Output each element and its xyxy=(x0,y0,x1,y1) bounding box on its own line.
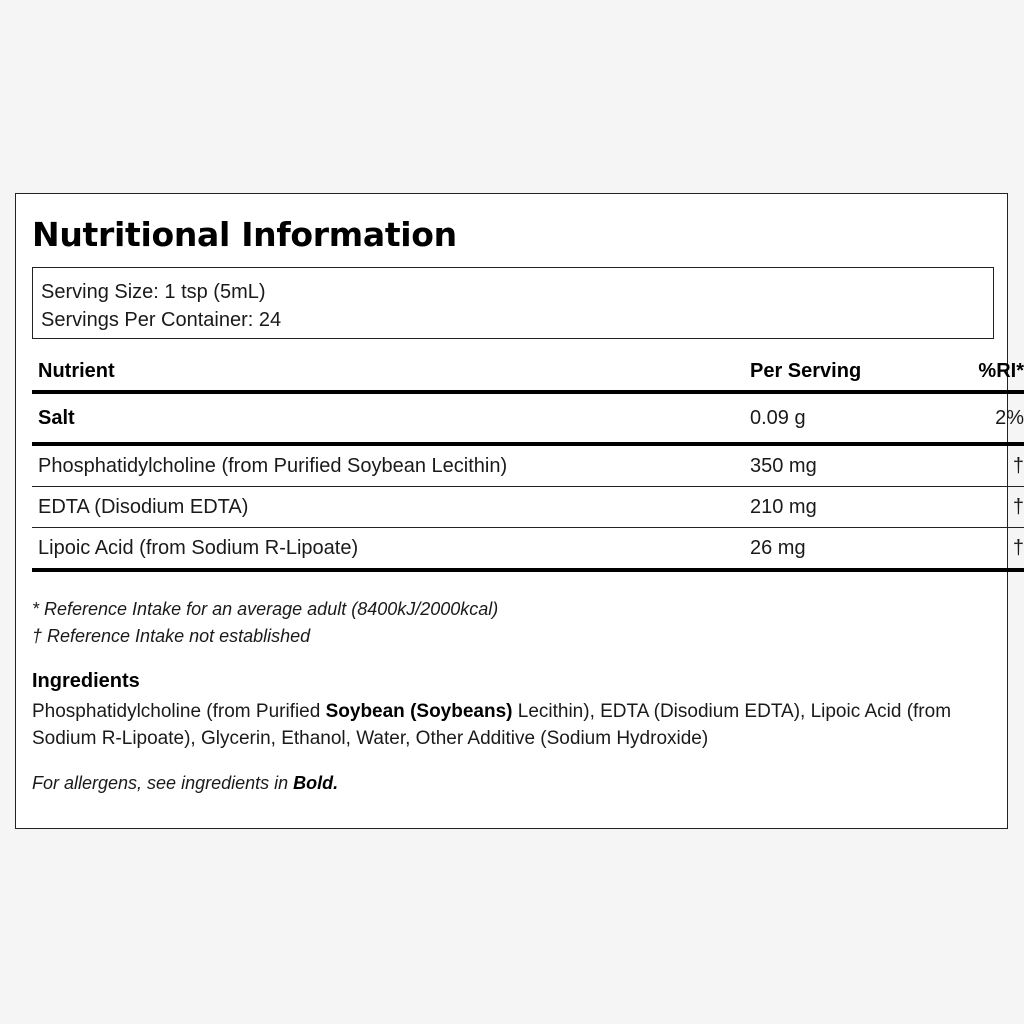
ingredients-text-before: Phosphatidylcholine (from Purified xyxy=(32,701,326,722)
footnotes xyxy=(32,596,498,650)
label-title: Nutritional Information xyxy=(32,215,457,254)
nutrient-name: Salt xyxy=(32,392,744,444)
nutrient-amount: 0.09 g xyxy=(744,392,911,444)
footnote-not-established: † Reference Intake not established xyxy=(32,626,311,646)
ingredients-list xyxy=(32,698,992,752)
ingredients-heading: Ingredients xyxy=(32,670,140,692)
header-ri: %RI* xyxy=(911,352,1024,392)
nutrient-table xyxy=(32,352,1024,572)
nutrient-ri: † xyxy=(911,444,1024,487)
servings-per-container: Servings Per Container: 24 xyxy=(41,309,282,331)
nutrient-ri: † xyxy=(911,487,1024,528)
nutrition-label xyxy=(15,193,1024,829)
table-header-row xyxy=(32,352,1024,392)
table-row xyxy=(32,392,1024,444)
ingredients-text-after: Lecithin), EDTA (Disodium EDTA), Lipoic Acid (from Sodium R-Lipoate), Glycerin, Ethanol, Water, Other Additive (Sodium Hydroxide) xyxy=(32,701,952,749)
nutrient-amount: 210 mg xyxy=(744,487,911,528)
allergen-note xyxy=(32,770,338,797)
table-row xyxy=(32,444,1024,487)
nutrient-amount: 26 mg xyxy=(744,528,911,571)
nutrient-ri: 2% xyxy=(911,392,1024,444)
nutrient-name: Phosphatidylcholine (from Purified Soybean Lecithin) xyxy=(32,444,744,487)
nutrient-amount: 350 mg xyxy=(744,444,911,487)
allergen-note-bold: Bold. xyxy=(293,773,339,793)
nutrient-ri: † xyxy=(911,528,1024,571)
nutrient-name: Lipoic Acid (from Sodium R-Lipoate) xyxy=(32,528,744,571)
header-per-serving: Per Serving xyxy=(744,352,911,392)
table-row xyxy=(32,528,1024,571)
allergen-note-text: For allergens, see ingredients in xyxy=(32,773,294,793)
table-row xyxy=(32,487,1024,528)
serving-info-box xyxy=(32,267,994,339)
header-nutrient: Nutrient xyxy=(32,352,744,392)
ingredients-allergen: Soybean (Soybeans) xyxy=(325,701,513,722)
footnote-reference-intake: * Reference Intake for an average adult (8400kJ/2000kcal) xyxy=(32,599,499,619)
serving-size: Serving Size: 1 tsp (5mL) xyxy=(41,281,266,303)
nutrient-name: EDTA (Disodium EDTA) xyxy=(32,487,744,528)
